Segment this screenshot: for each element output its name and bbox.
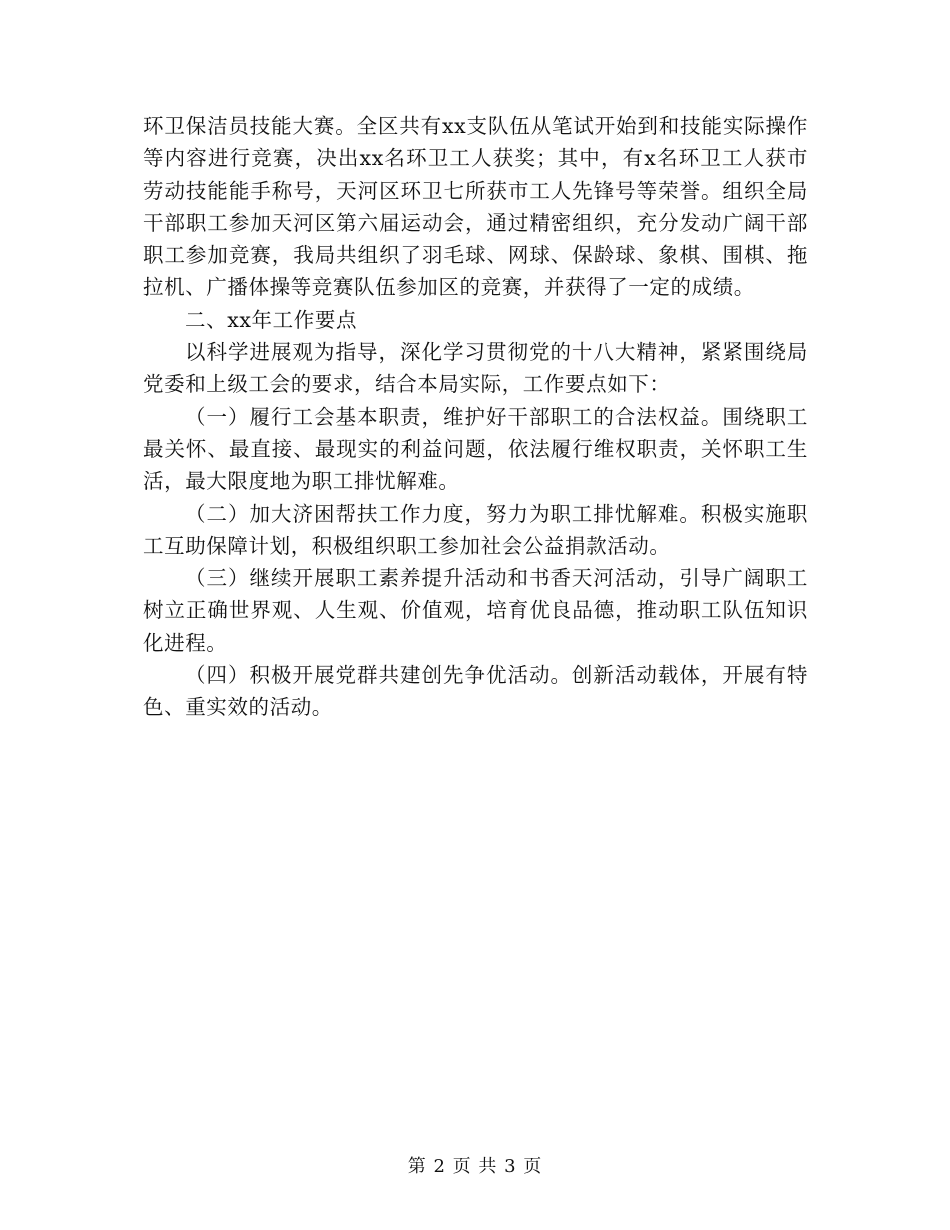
paragraph-intro: 以科学进展观为指导，深化学习贯彻党的十八大精神，紧紧围绕局党委和上级工会的要求，结合本局实际，工作要点如下： [143, 340, 808, 397]
paragraph-item-4: （四）积极开展党群共建创先争优活动。创新活动载体，开展有特色、重实效的活动。 [143, 663, 808, 720]
document-body [143, 110, 808, 724]
paragraph-item-2: （二）加大济困帮扶工作力度，努力为职工排忧解难。积极实施职工互助保障计划，积极组织职工参加社会公益捐款活动。 [143, 501, 808, 558]
page-number: 第 2 页 共 3 页 [407, 1156, 543, 1177]
section-heading: 二、xx年工作要点 [185, 307, 358, 332]
paragraph-continuation: 环卫保洁员技能大赛。全区共有xx支队伍从笔试开始到和技能实际操作等内容进行竞赛，决出xx名环卫工人获奖；其中，有x名环卫工人获市劳动技能能手称号，天河区环卫七所获市工人先锋号等荣誉。组织全局干部职工参加天河区第六届运动会，通过精密组织，充分发动广阔干部职工参加竞赛，我局共组织了羽毛球、网球、保龄球、象棋、围棋、拖拉机、广播体操等竞赛队伍参加区的竞赛，并获得了一定的成绩。 [143, 114, 808, 300]
paragraph-item-1: （一）履行工会基本职责，维护好干部职工的合法权益。围绕职工最关怀、最直接、最现实的利益问题，依法履行维权职责，关怀职工生活，最大限度地为职工排忧解难。 [143, 404, 808, 494]
page-footer [0, 1155, 950, 1179]
paragraph-item-3: （三）继续开展职工素养提升活动和书香天河活动，引导广阔职工树立正确世界观、人生观、价值观，培育优良品德，推动职工队伍知识化进程。 [143, 566, 808, 655]
